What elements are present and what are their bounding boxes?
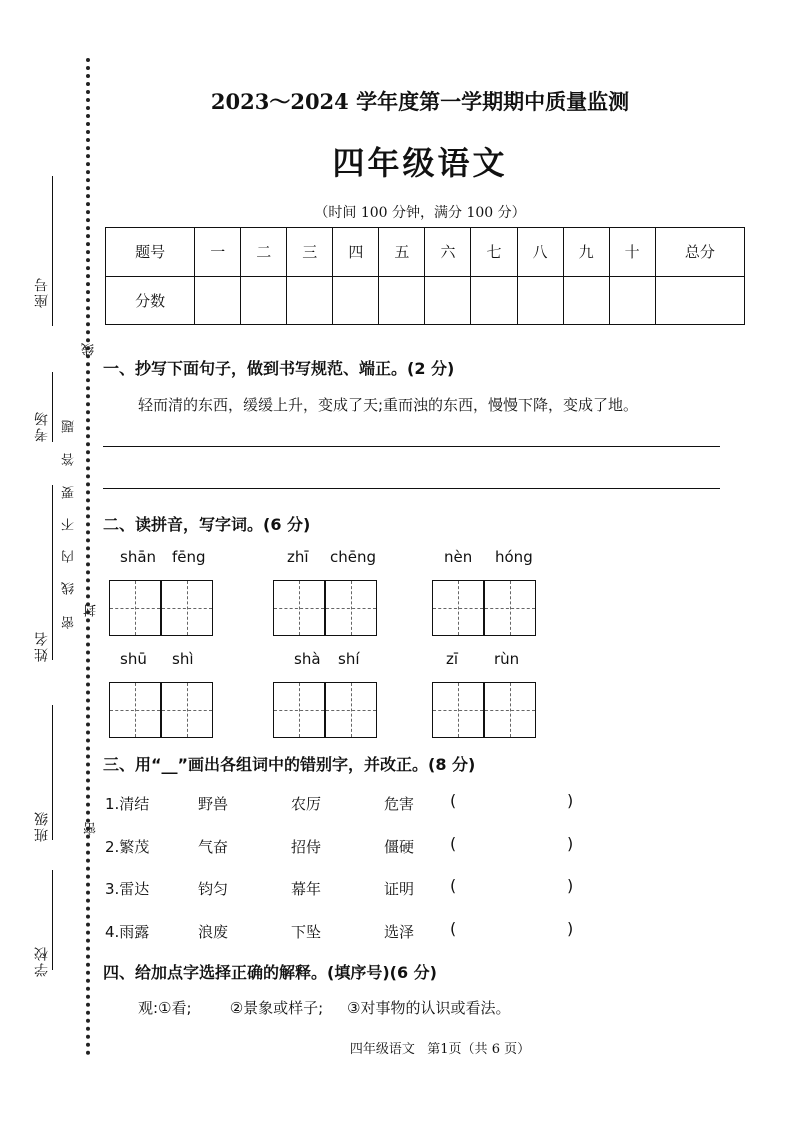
seat-number-label: 座号 (34, 276, 50, 308)
score-cell[interactable] (655, 276, 744, 325)
score-cell-header: 三 (287, 228, 333, 277)
pinyin-item-2-syllable-2: chēng (330, 548, 377, 566)
q3-row-3-word-3: 幕年 (291, 880, 322, 898)
pinyin-item-2-syllable-1: zhī (287, 548, 309, 566)
school-label: 学校 (34, 945, 50, 977)
q3-row-2-paren-close: ) (567, 834, 574, 853)
exam-room-blank[interactable] (52, 372, 53, 442)
name-label: 姓名 (34, 630, 50, 662)
q3-row-1-word-2: 野兽 (198, 795, 229, 813)
q3-row-2-word-1: 2.繁茂 (105, 838, 150, 856)
q3-row-2-answer-blank[interactable] (465, 833, 560, 855)
writing-grid-box[interactable] (161, 682, 213, 738)
time-note: （时间 100 分钟，满分 100 分） (314, 205, 526, 221)
score-cell-header: 八 (517, 228, 563, 277)
q3-row-4-word-4: 选泽 (384, 923, 415, 941)
score-cell-header: 二 (241, 228, 287, 277)
pinyin-item-3-syllable-2: hóng (495, 548, 533, 566)
q3-row-3-answer-blank[interactable] (465, 875, 560, 897)
exam-title: 2023～2024 学年度第一学期期中质量监测 (210, 89, 630, 114)
writing-grid-box[interactable] (432, 580, 484, 636)
q3-row-1-paren-close: ) (567, 791, 574, 810)
pinyin-item-1-syllable-2: fēng (172, 548, 206, 566)
q3-row-2-paren-open: ( (450, 834, 457, 853)
subject-title: 四年级语文 (332, 144, 508, 182)
score-cell-header: 四 (333, 228, 379, 277)
score-cell-header: 题号 (106, 228, 195, 277)
score-cell-header: 九 (563, 228, 609, 277)
q3-row-3-word-1: 3.雷达 (105, 880, 150, 898)
q3-row-2-word-4: 僵硬 (384, 838, 415, 856)
writing-grid-box[interactable] (325, 682, 377, 738)
page-footer: 四年级语文 第1页（共 6 页） (349, 1042, 531, 1057)
score-cell[interactable] (563, 276, 609, 325)
score-cell-header: 总分 (655, 228, 744, 277)
exam-room-label: 考场 (34, 410, 50, 442)
seal-char-bu: 不 (62, 508, 77, 531)
q3-row-1-answer-blank[interactable] (465, 790, 560, 812)
q3-row-1-word-3: 农厉 (291, 795, 322, 813)
score-cell[interactable] (609, 276, 655, 325)
q3-row-4-answer-blank[interactable] (465, 918, 560, 940)
q4-definition-line: 观:①看; ②景象或样子; ③对事物的认识或看法。 (138, 999, 511, 1017)
pinyin-item-3-syllable-1: nèn (444, 548, 473, 566)
score-table-header-row (106, 228, 745, 277)
writing-grid-box[interactable] (484, 580, 536, 636)
seal-char-ti: 题 (62, 410, 77, 433)
q3-row-2-word-2: 气奋 (198, 838, 229, 856)
q4-heading: 四、给加点字选择正确的解释。(填序号)(6 分) (103, 963, 437, 982)
score-row-label: 分数 (106, 276, 195, 325)
writing-grid-box[interactable] (109, 682, 161, 738)
seal-char-da: 答 (62, 443, 77, 466)
pinyin-item-5-syllable-2: shí (338, 650, 360, 668)
score-cell-header: 十 (609, 228, 655, 277)
writing-grid-box[interactable] (109, 580, 161, 636)
class-blank[interactable] (52, 705, 53, 840)
pinyin-item-1-syllable-1: shān (120, 548, 157, 566)
q3-row-3-paren-close: ) (567, 876, 574, 895)
q3-row-1-word-4: 危害 (384, 795, 415, 813)
q3-row-4-word-2: 浪废 (198, 923, 229, 941)
q1-answer-line-1[interactable] (103, 446, 720, 447)
score-cell-header: 一 (195, 228, 241, 277)
seat-number-blank[interactable] (52, 176, 53, 326)
q3-row-1-word-1: 1.清结 (105, 795, 150, 813)
writing-grid-box[interactable] (484, 682, 536, 738)
score-table-score-row (106, 276, 745, 325)
binding-dotted-line (86, 58, 90, 1056)
score-cell[interactable] (241, 276, 287, 325)
q3-row-3-word-2: 钧匀 (198, 880, 229, 898)
score-cell-header: 五 (379, 228, 425, 277)
seal-char-yao: 要 (62, 476, 77, 499)
seal-char-xian-2: 线 (62, 572, 77, 595)
pinyin-item-4-syllable-2: shì (172, 650, 194, 668)
pinyin-item-5-syllable-1: shà (294, 650, 321, 668)
school-blank[interactable] (52, 870, 53, 970)
writing-grid-box[interactable] (273, 682, 325, 738)
q3-row-1-paren-open: ( (450, 791, 457, 810)
score-cell[interactable] (333, 276, 379, 325)
score-cell[interactable] (425, 276, 471, 325)
q3-row-4-word-3: 下坠 (291, 923, 322, 941)
writing-grid-box[interactable] (325, 580, 377, 636)
score-cell[interactable] (471, 276, 517, 325)
q3-heading: 三、用“__”画出各组词中的错别字，并改正。(8 分) (103, 755, 476, 774)
pinyin-item-6-syllable-1: zī (446, 650, 459, 668)
seal-char-mi-2: 密 (84, 812, 99, 835)
q3-row-4-paren-close: ) (567, 919, 574, 938)
score-cell[interactable] (517, 276, 563, 325)
score-cell[interactable] (379, 276, 425, 325)
score-cell-header: 六 (425, 228, 471, 277)
seal-char-nei: 内 (62, 540, 77, 563)
q3-row-2-word-3: 招侍 (291, 838, 322, 856)
writing-grid-box[interactable] (432, 682, 484, 738)
q3-row-3-word-4: 证明 (384, 880, 415, 898)
score-table (105, 227, 745, 325)
q1-heading: 一、抄写下面句子，做到书写规范、端正。(2 分) (103, 359, 455, 378)
seal-char-mi-1: 密 (62, 606, 77, 629)
score-cell-header: 七 (471, 228, 517, 277)
class-label: 班级 (34, 810, 50, 842)
pinyin-item-4-syllable-1: shū (120, 650, 147, 668)
q1-sentence: 轻而清的东西，缓缓上升，变成了天;重而浊的东西，慢慢下降，变成了地。 (138, 396, 639, 414)
seal-char-feng: 封 (84, 594, 99, 617)
name-blank[interactable] (52, 485, 53, 660)
writing-grid-box[interactable] (273, 580, 325, 636)
score-cell[interactable] (195, 276, 241, 325)
q2-heading: 二、读拼音，写字词。(6 分) (103, 515, 311, 534)
writing-grid-box[interactable] (161, 580, 213, 636)
q3-row-4-word-1: 4.雨露 (105, 923, 150, 941)
score-cell[interactable] (287, 276, 333, 325)
q3-row-3-paren-open: ( (450, 876, 457, 895)
seal-char-xian-1: 线 (82, 333, 97, 356)
q3-row-4-paren-open: ( (450, 919, 457, 938)
q1-answer-line-2[interactable] (103, 488, 720, 489)
pinyin-item-6-syllable-2: rùn (494, 650, 520, 668)
